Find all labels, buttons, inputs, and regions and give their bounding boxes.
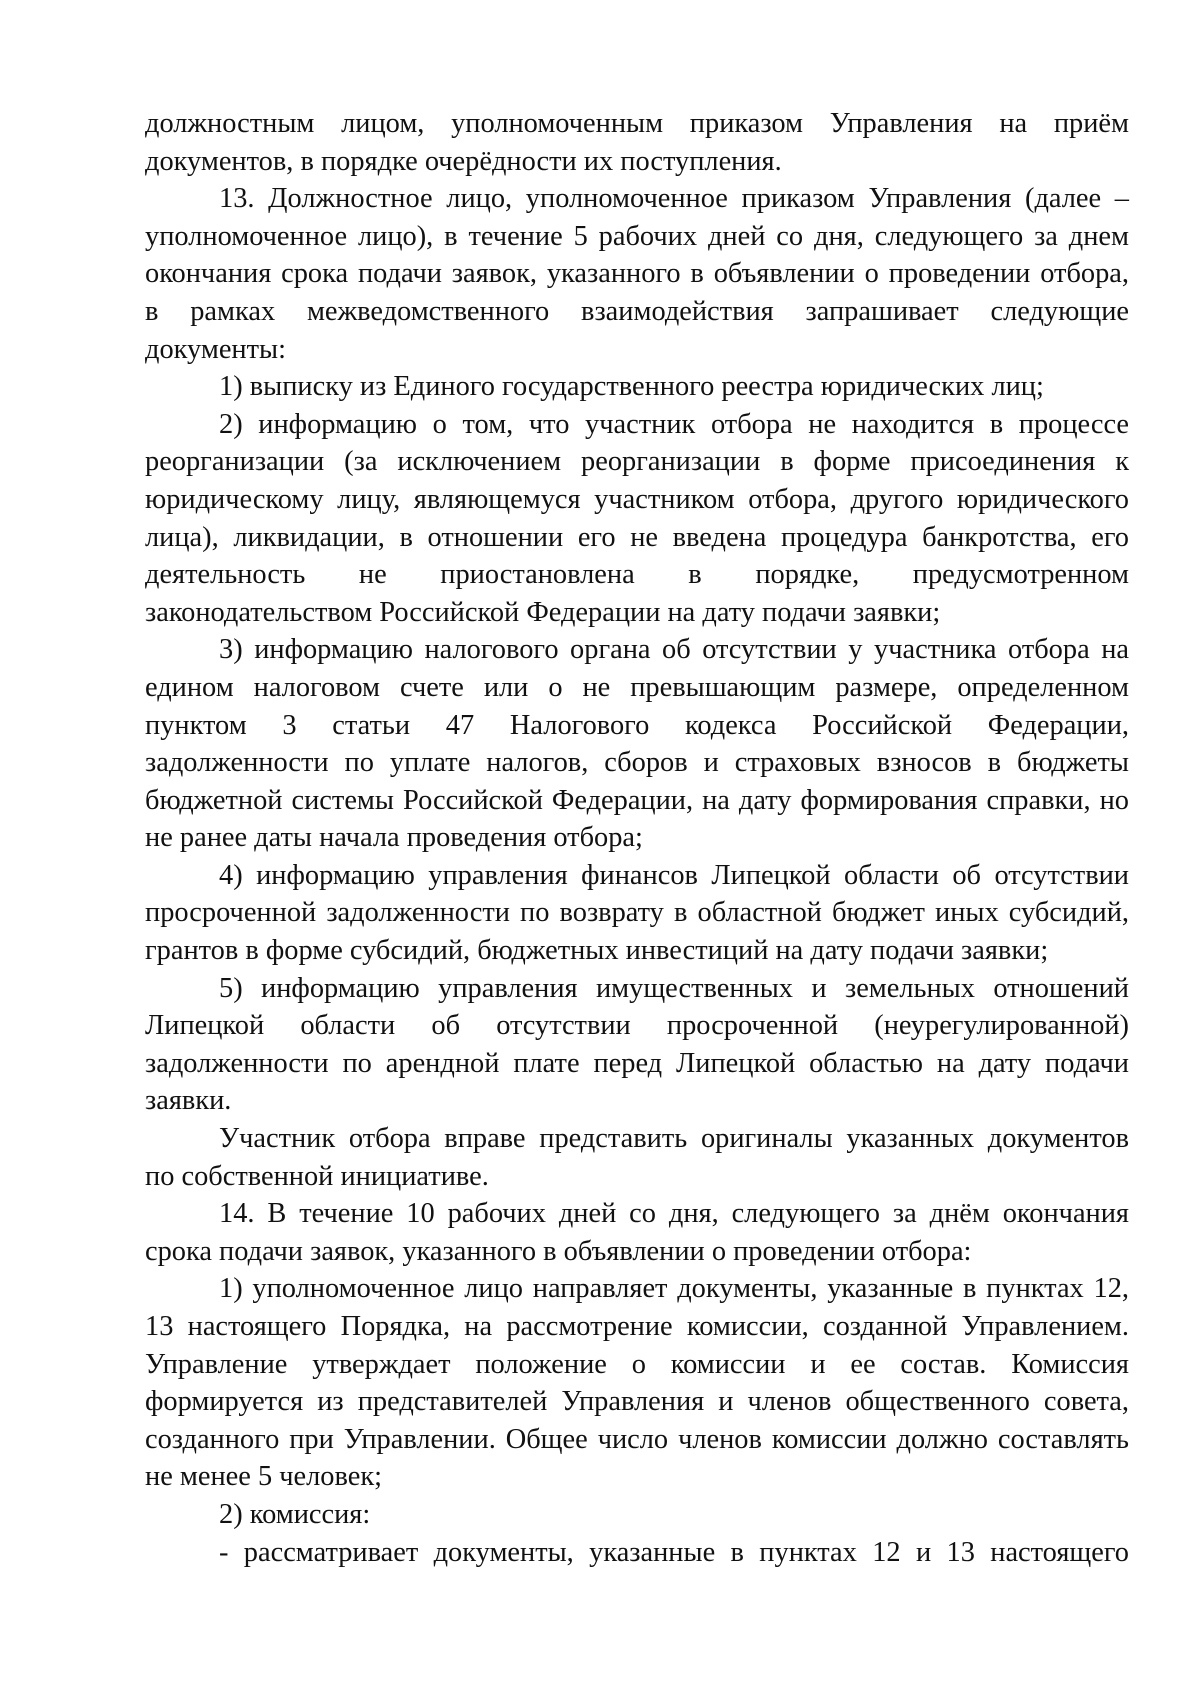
text-line: по собственной инициативе. bbox=[145, 1160, 489, 1192]
text-line: реорганизации (за исключением реорганизации в форме присоединения к bbox=[145, 446, 1129, 478]
text-line: Управление утверждает положение о комиссии и ее состав. Комиссия bbox=[145, 1348, 1129, 1380]
text-line: 4) информацию управления финансов Липецкой области об отсутствии bbox=[219, 859, 1129, 891]
text-line: - рассматривает документы, указанные в пунктах 12 и 13 настоящего bbox=[219, 1536, 1129, 1568]
text-line: 1) выписку из Единого государственного реестра юридических лиц; bbox=[219, 371, 1044, 403]
document-paragraph bbox=[145, 970, 1129, 1120]
text-line: не менее 5 человек; bbox=[145, 1461, 383, 1493]
text-line: 13. Должностное лицо, уполномоченное приказом Управления (далее – bbox=[219, 183, 1129, 215]
document-paragraph bbox=[145, 368, 1129, 406]
text-line: должностным лицом, уполномоченным приказом Управления на приём bbox=[145, 108, 1129, 139]
document-paragraph bbox=[145, 406, 1129, 632]
text-line: уполномоченное лицо), в течение 5 рабочих дней со дня, следующего за днем bbox=[145, 220, 1129, 252]
text-line: 14. В течение 10 рабочих дней со дня, следующего за днём окончания bbox=[219, 1198, 1129, 1230]
text-line: бюджетной системы Российской Федерации, на дату формирования справки, но bbox=[145, 784, 1129, 816]
text-line: не ранее даты начала проведения отбора; bbox=[145, 822, 643, 854]
text-line: юридическому лицу, являющемуся участником отбора, другого юридического bbox=[145, 483, 1129, 515]
document-page bbox=[145, 105, 1129, 1571]
text-line: созданного при Управлении. Общее число членов комиссии должно составлять bbox=[145, 1423, 1129, 1455]
text-line: 2) информацию о том, что участник отбора не находится в процессе bbox=[219, 408, 1129, 440]
text-line: 2) комиссия: bbox=[219, 1498, 371, 1530]
text-line: документов, в порядке очерёдности их поступления. bbox=[145, 145, 782, 177]
document-paragraph bbox=[145, 180, 1129, 368]
text-line: лица), ликвидации, в отношении его не введена процедура банкротства, его bbox=[145, 521, 1129, 553]
text-line: срока подачи заявок, указанного в объявлении о проведении отбора: bbox=[145, 1235, 972, 1267]
text-line: документы: bbox=[145, 333, 286, 365]
text-line: едином налоговом счете или о не превышающим размере, определенном bbox=[145, 671, 1129, 703]
text-line: просроченной задолженности по возврату в областной бюджет иных субсидий, bbox=[145, 897, 1129, 929]
document-paragraph bbox=[145, 1195, 1129, 1270]
text-line: задолженности по уплате налогов, сборов и страховых взносов в бюджеты bbox=[145, 747, 1129, 779]
document-paragraph bbox=[145, 631, 1129, 857]
text-line: Участник отбора вправе представить оригиналы указанных документов bbox=[219, 1123, 1129, 1155]
text-line: законодательством Российской Федерации на дату подачи заявки; bbox=[145, 596, 941, 628]
text-line: 5) информацию управления имущественных и земельных отношений bbox=[219, 972, 1129, 1004]
document-paragraph bbox=[145, 1534, 1129, 1572]
document-paragraph bbox=[145, 105, 1129, 180]
text-line: 13 настоящего Порядка, на рассмотрение комиссии, созданной Управлением. bbox=[145, 1311, 1129, 1342]
text-line: формируется из представителей Управления и членов общественного совета, bbox=[145, 1386, 1129, 1418]
text-line: 3) информацию налогового органа об отсутствии у участника отбора на bbox=[219, 634, 1129, 666]
text-line: деятельность не приостановлена в порядке, предусмотренном bbox=[145, 559, 1129, 591]
document-paragraph bbox=[145, 1496, 1129, 1534]
document-paragraph bbox=[145, 1270, 1129, 1496]
text-line: грантов в форме субсидий, бюджетных инвестиций на дату подачи заявки; bbox=[145, 935, 1049, 967]
text-line: заявки. bbox=[145, 1085, 232, 1117]
text-line: в рамках межведомственного взаимодействия запрашивает следующие bbox=[145, 295, 1129, 327]
document-paragraph bbox=[145, 1120, 1129, 1195]
text-line: 1) уполномоченное лицо направляет документы, указанные в пунктах 12, bbox=[219, 1273, 1129, 1305]
text-line: окончания срока подачи заявок, указанного в объявлении о проведении отбора, bbox=[145, 258, 1129, 290]
text-line: Липецкой области об отсутствии просроченной (неурегулированной) bbox=[145, 1010, 1129, 1042]
text-line: задолженности по арендной плате перед Липецкой областью на дату подачи bbox=[145, 1047, 1129, 1079]
text-line: пунктом 3 статьи 47 Налогового кодекса Российской Федерации, bbox=[145, 709, 1129, 741]
document-paragraph bbox=[145, 857, 1129, 970]
